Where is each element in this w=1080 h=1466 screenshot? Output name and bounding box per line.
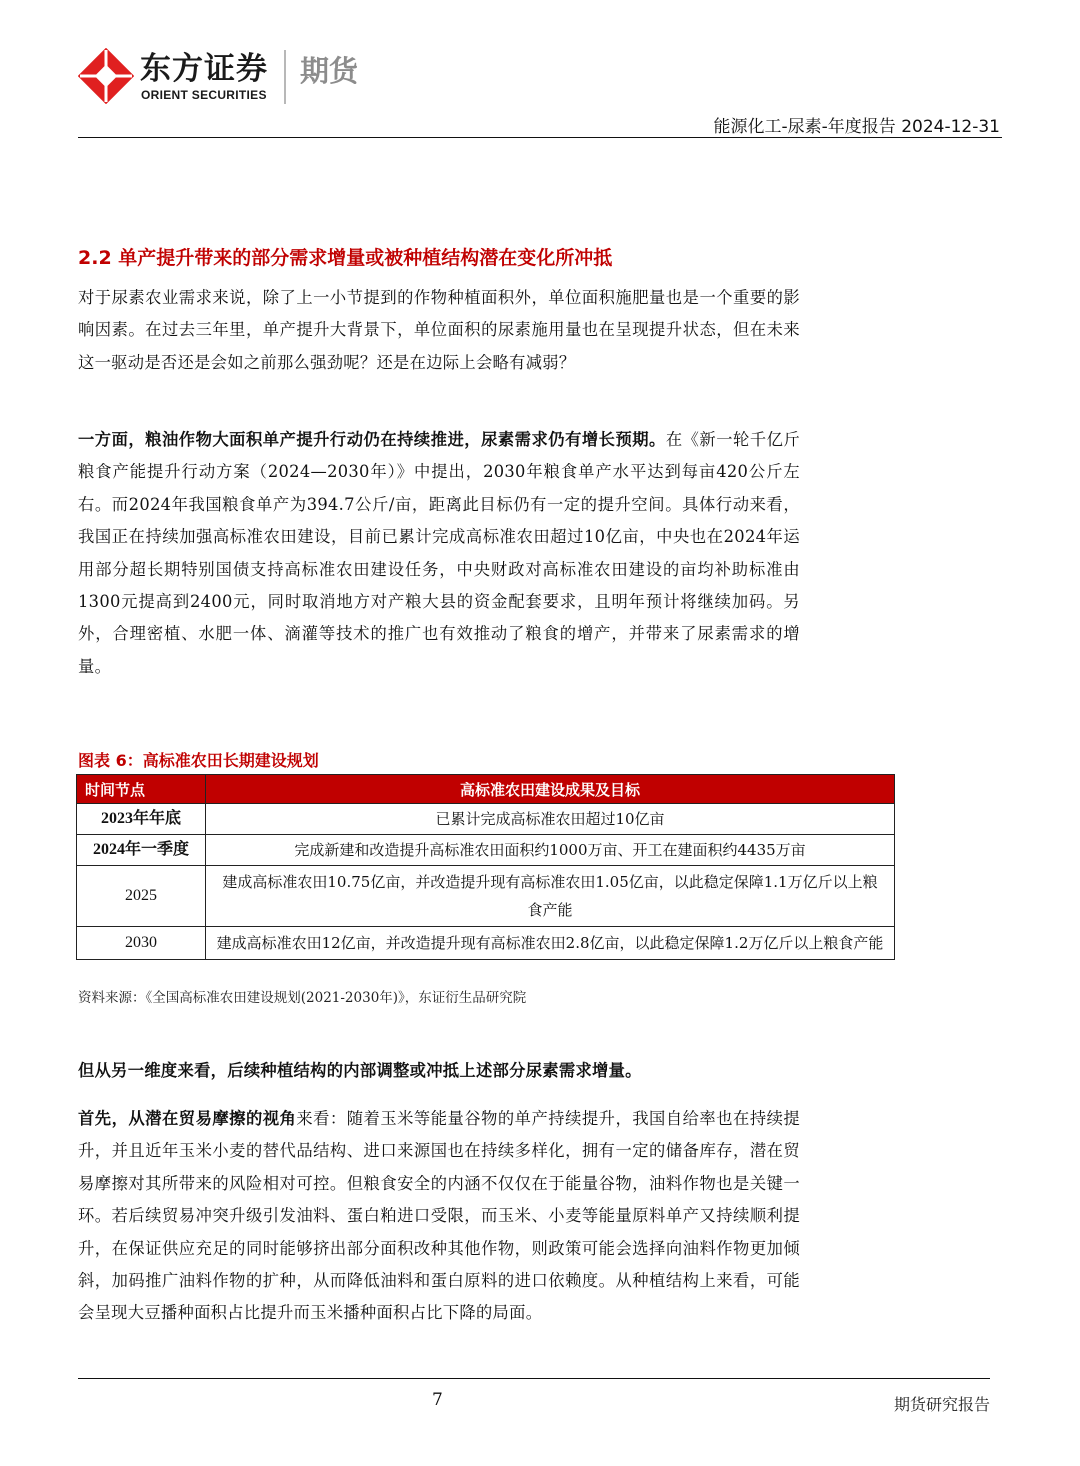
table-row xyxy=(77,804,895,835)
table-row xyxy=(77,866,895,927)
paragraph-lead: 首先，从潜在贸易摩擦的视角 xyxy=(78,1109,297,1128)
brand-name-en: ORIENT SECURITIES xyxy=(141,88,267,102)
page-number: 7 xyxy=(432,1390,443,1410)
paragraph-body: 在《新一轮千亿斤粮食产能提升行动方案（2024—2030年）》中提出，2030年粮食单产水平达到每亩420公斤左右。而2024年我国粮食单产为394.7公斤/亩，距离此目标仍有一定的提升空间。具体行动来看，我国正在持续加强高标准农田建设，目前已累计完成高标准农田超过10亿亩，中央也在2024年运用部分超长期特别国债支持高标准农田建设任务，中央财政对高标准农田建设的亩均补助标准由1300元提高到2400元，同时取消地方对产粮大县的资金配套要求，且明年预计将继续加码。另外，合理密植、水肥一体、滴灌等技术的推广也有效推动了粮食的增产，并带来了尿素需求的增量。 xyxy=(78,430,800,676)
report-title: 能源化工-尿素-年度报告 2024-12-31 xyxy=(713,117,1000,137)
table-cell-node: 2023年年底 xyxy=(77,804,206,835)
figure-title: 图表 6：高标准农田长期建设规划 xyxy=(78,751,319,770)
paragraph-intro: 对于尿素农业需求来说，除了上一小节提到的作物种植面积外，单位面积施肥量也是一个重要的影响因素。在过去三年里，单产提升大背景下，单位面积的尿素施用量也在呈现提升状态，但在未来这一驱动是否还是会如之前那么强劲呢？还是在边际上会略有减弱？ xyxy=(78,288,800,372)
table-cell-node: 2030 xyxy=(77,927,206,960)
paragraph-trade-friction xyxy=(78,1103,800,1330)
brand-name-cn: 东方证券 xyxy=(140,51,268,87)
table-header-content: 高标准农田建设成果及目标 xyxy=(206,775,895,804)
logo-divider xyxy=(284,50,286,104)
figure-source: 资料来源：《全国高标准农田建设规划(2021-2030年)》，东证衍生品研究院 xyxy=(78,990,527,1006)
table-cell-content: 完成新建和改造提升高标准农田面积约1000万亩、开工在建面积约4435万亩 xyxy=(206,835,895,866)
table-row xyxy=(77,835,895,866)
figure-table xyxy=(76,774,895,960)
table-cell-node: 2024年一季度 xyxy=(77,835,206,866)
footer-label: 期货研究报告 xyxy=(893,1395,990,1414)
footer-divider xyxy=(78,1378,990,1379)
table-cell-content: 建成高标准农田12亿亩，并改造提升现有高标准农田2.8亿亩，以此稳定保障1.2万亿斤以上粮食产能 xyxy=(206,927,895,960)
paragraph-demand-growth xyxy=(78,424,800,683)
table-header-row xyxy=(77,775,895,804)
header-divider xyxy=(78,137,1002,138)
table-cell-content: 建成高标准农田10.75亿亩，并改造提升现有高标准农田1.05亿亩，以此稳定保障1.1万亿斤以上粮食产能 xyxy=(206,866,895,927)
table-cell-node: 2025 xyxy=(77,866,206,927)
paragraph-lead: 一方面，粮油作物大面积单产提升行动仍在持续推进，尿素需求仍有增长预期。 xyxy=(78,430,666,449)
section-heading: 2.2 单产提升带来的部分需求增量或被种植结构潜在变化所冲抵 xyxy=(78,247,613,269)
table-header-node: 时间节点 xyxy=(77,775,206,804)
paragraph-structure-shift: 但从另一维度来看，后续种植结构的内部调整或冲抵上述部分尿素需求增量。 xyxy=(78,1061,642,1080)
table-cell-content: 已累计完成高标准农田超过10亿亩 xyxy=(206,804,895,835)
paragraph-body: 来看：随着玉米等能量谷物的单产持续提升，我国自给率也在持续提升，并且近年玉米小麦的替代品结构、进口来源国也在持续多样化，拥有一定的储备库存，潜在贸易摩擦对其所带来的风险相对可控。但粮食安全的内涵不仅仅在于能量谷物，油料作物也是关键一环。若后续贸易冲突升级引发油料、蛋白粕进口受限，而玉米、小麦等能量原料单产又持续顺利提升，在保证供应充足的同时能够挤出部分面积改种其他作物，则政策可能会选择向油料作物更加倾斜，加码推广油料作物的扩种，从而降低油料和蛋白原料的进口依赖度。从种植结构上来看，可能会呈现大豆播种面积占比提升而玉米播种面积占比下降的局面。 xyxy=(78,1109,800,1323)
brand-logo-icon xyxy=(78,48,134,104)
table-row xyxy=(77,927,895,960)
division-label: 期货 xyxy=(300,54,359,88)
